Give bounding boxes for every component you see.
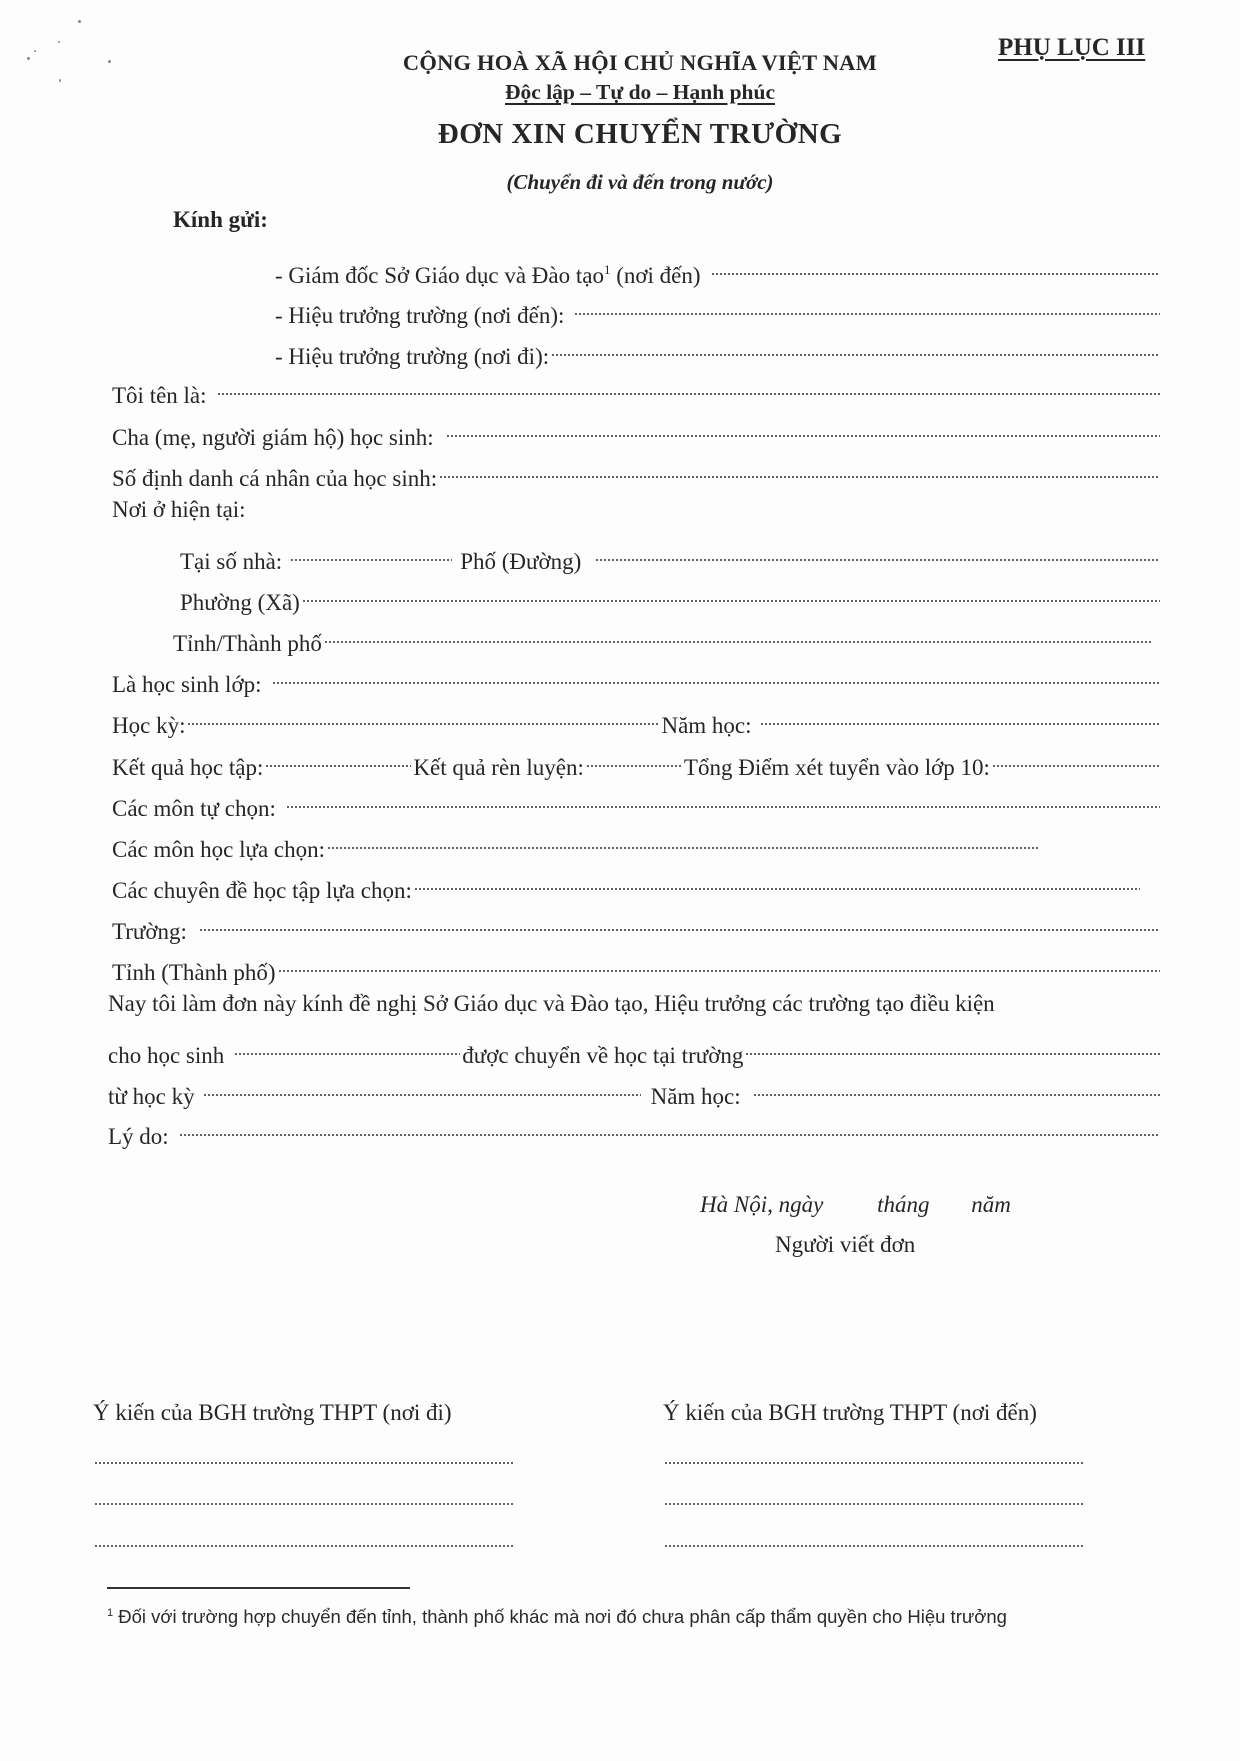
- reason-field[interactable]: [179, 1110, 1160, 1144]
- motto: [0, 80, 1240, 105]
- field-label: Tổng Điểm xét tuyển vào lớp 10:: [683, 755, 990, 780]
- field-label: Các môn học lựa chọn:: [112, 837, 326, 862]
- semester-field[interactable]: [187, 699, 659, 733]
- addressee-label: - Hiệu trưởng trường (nơi đi):: [275, 344, 550, 369]
- field-row-results: [112, 741, 1162, 780]
- addressee-text: - Giám đốc Sở Giáo dục và Đào tạo: [275, 263, 604, 288]
- field-row-name: [112, 369, 1162, 408]
- field-row-school: [112, 905, 1162, 944]
- place-date-text: Hà Nội, ngày: [700, 1192, 824, 1217]
- house-number-field[interactable]: [290, 535, 452, 569]
- field-row-school-province: [112, 946, 1162, 985]
- request-row-semester: [108, 1070, 1162, 1109]
- addressee-row: [275, 249, 1162, 288]
- form-subtitle: (Chuyển đi và đến trong nước): [506, 170, 774, 194]
- field-row-semester: [112, 699, 1162, 738]
- request-text: Nay tôi làm đơn này kính đề nghị Sở Giáo dục và Đào tạo, Hiệu trưởng các trường tạo điều kiện: [108, 991, 995, 1016]
- elective-subjects-field[interactable]: [286, 782, 1160, 816]
- footnote-number: 1: [107, 1607, 114, 1619]
- footnote-ref: 1: [603, 262, 611, 277]
- footnote: [107, 1606, 1007, 1628]
- field-label: cho học sinh: [108, 1043, 225, 1068]
- request-row-reason: [108, 1110, 1162, 1149]
- field-row-ward: [180, 576, 1162, 615]
- street-field[interactable]: [595, 535, 1160, 569]
- appendix-label: PHỤ LỤC III: [998, 34, 1146, 61]
- national-title: CỘNG HOÀ XÃ HỘI CHỦ NGHĨA VIỆT NAM: [402, 50, 878, 75]
- departure-opinion-line[interactable]: [94, 1462, 514, 1464]
- field-label: Năm học:: [650, 1084, 741, 1109]
- addressee-row: [275, 289, 1162, 328]
- fill-in-field[interactable]: [711, 249, 1160, 283]
- request-line: [108, 987, 1168, 1021]
- fill-in-field[interactable]: [551, 330, 1160, 364]
- from-semester-field[interactable]: [203, 1070, 641, 1104]
- field-row-student-id: [112, 452, 1162, 491]
- field-label: từ học kỳ: [108, 1084, 195, 1109]
- destination-opinion-heading: Ý kiến của BGH trường THPT (nơi đến): [663, 1400, 1037, 1425]
- field-row-elective: [112, 782, 1162, 821]
- motto-text: Độc lập – Tự do – Hạnh phúc: [505, 80, 775, 104]
- field-label: Cha (mẹ, người giám hộ) học sinh:: [112, 425, 434, 450]
- field-label: Là học sinh lớp:: [112, 672, 262, 697]
- addressee-label: [275, 259, 701, 293]
- scan-speck: [78, 20, 81, 23]
- name-field[interactable]: [217, 369, 1160, 403]
- addressee-label: - Hiệu trưởng trường (nơi đến):: [275, 303, 565, 328]
- chosen-topics-field[interactable]: [414, 864, 1140, 898]
- field-label: Kết quả rèn luyện:: [413, 755, 584, 780]
- scan-speck: [58, 41, 60, 43]
- field-label: Tỉnh/Thành phố: [173, 631, 322, 656]
- ward-field[interactable]: [302, 576, 1160, 610]
- field-label: Nơi ở hiện tại:: [112, 497, 246, 522]
- field-label: Tại số nhà:: [180, 549, 283, 574]
- student-name-field[interactable]: [234, 1029, 460, 1063]
- departure-opinion-heading: Ý kiến của BGH trường THPT (nơi đi): [93, 1400, 452, 1425]
- form-title: ĐƠN XIN CHUYỂN TRƯỜNG: [437, 118, 843, 150]
- departure-opinion-line[interactable]: [94, 1545, 514, 1547]
- field-row-chosen-subjects: [112, 823, 1042, 862]
- footnote-text: Đối với trường hợp chuyển đến tỉnh, thành phố khác mà nơi đó chưa phân cấp thẩm quyền cho Hiệu trưởng: [118, 1606, 1007, 1627]
- field-label: Năm học:: [661, 713, 752, 738]
- grade-field[interactable]: [272, 658, 1161, 692]
- field-label: Số định danh cá nhân của học sinh:: [112, 466, 438, 491]
- field-row-parent: [112, 411, 1162, 450]
- field-label: Phường (Xã): [180, 590, 300, 615]
- field-label: Kết quả học tập:: [112, 755, 264, 780]
- conduct-result-field[interactable]: [586, 741, 682, 775]
- addressee-row: [275, 330, 1162, 369]
- signer-label: Người viết đơn: [775, 1232, 916, 1257]
- month-text: tháng: [877, 1192, 930, 1217]
- place-date: [700, 1192, 1011, 1218]
- field-label: Các môn tự chọn:: [112, 796, 276, 821]
- addressee-heading: Kính gửi:: [173, 207, 268, 232]
- school-field[interactable]: [199, 905, 1160, 939]
- field-label: Các chuyên đề học tập lựa chọn:: [112, 878, 412, 903]
- footnote-separator: [107, 1587, 410, 1589]
- request-school-year-field[interactable]: [753, 1070, 1160, 1104]
- field-label: Học kỳ:: [112, 713, 186, 738]
- field-row-address: [180, 535, 1162, 574]
- parent-field[interactable]: [446, 411, 1160, 445]
- chosen-subjects-field[interactable]: [327, 823, 1040, 857]
- field-label: Tôi tên là:: [112, 383, 207, 408]
- field-label: Trường:: [112, 919, 187, 944]
- field-label: được chuyển về học tại trường: [462, 1043, 744, 1068]
- field-row-residence: [112, 493, 1162, 527]
- field-row-grade: [112, 658, 1162, 697]
- total-score-field[interactable]: [992, 741, 1160, 775]
- field-row-province: [173, 617, 1155, 656]
- departure-opinion-line[interactable]: [94, 1503, 514, 1505]
- destination-opinion-line[interactable]: [664, 1545, 1084, 1547]
- field-label: Lý do:: [108, 1124, 169, 1149]
- target-school-field[interactable]: [745, 1029, 1160, 1063]
- province-field[interactable]: [324, 617, 1153, 651]
- student-id-field[interactable]: [439, 452, 1160, 486]
- field-label: Tỉnh (Thành phố): [112, 960, 276, 985]
- year-text: năm: [971, 1192, 1011, 1217]
- destination-opinion-line[interactable]: [664, 1462, 1084, 1464]
- request-row-student: [108, 1029, 1162, 1068]
- addressee-suffix: (nơi đến): [610, 263, 701, 288]
- destination-opinion-line[interactable]: [664, 1503, 1084, 1505]
- school-province-field[interactable]: [278, 946, 1160, 980]
- field-label: Phố (Đường): [460, 549, 582, 574]
- academic-result-field[interactable]: [265, 741, 411, 775]
- field-row-chosen-topics: [112, 864, 1142, 903]
- school-year-field[interactable]: [760, 699, 1160, 733]
- fill-in-field[interactable]: [574, 289, 1160, 323]
